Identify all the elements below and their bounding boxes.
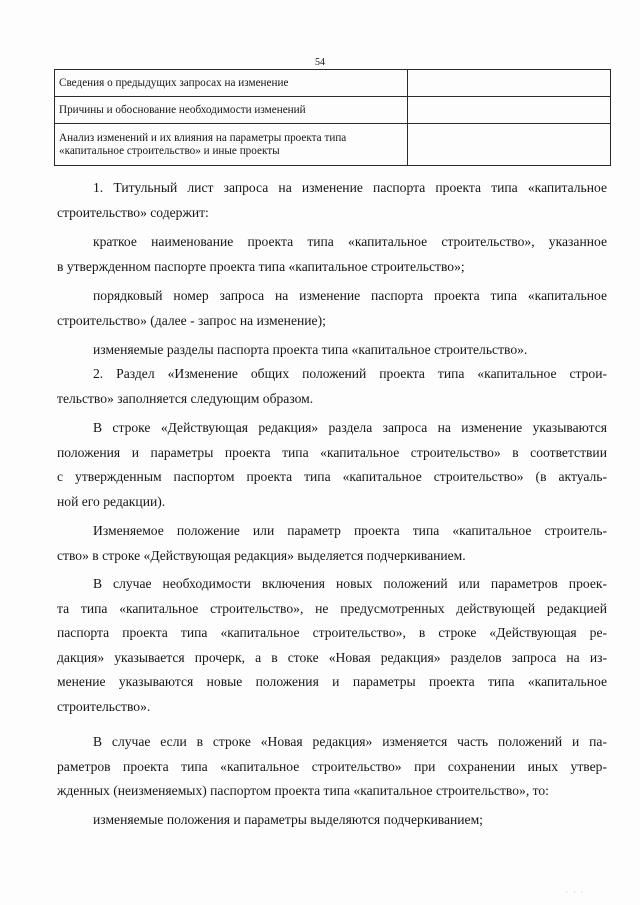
page-number: 54 — [315, 57, 325, 68]
paragraph-line: дакция» указывается прочерк, а в стоке «Новая редакция» разделов запроса на из- — [57, 649, 607, 665]
paragraph — [57, 284, 607, 333]
paragraph — [57, 730, 607, 804]
table-cell-value — [408, 124, 611, 166]
paragraph-line: тельство» заполняется следующим образом. — [57, 390, 314, 406]
paragraph-line: изменяемые разделы паспорта проекта типа «капитальное строительство». — [93, 342, 528, 357]
paragraph-line: та типа «капитальное строительство», не предусмотренных действующей редакцией — [57, 600, 607, 616]
table-cell-value — [408, 97, 611, 124]
table-cell-label: Причины и обоснование необходимости изменений — [55, 97, 408, 124]
paragraph-line: строительство». — [57, 698, 151, 714]
table-cell-label: Сведения о предыдущих запросах на изменение — [55, 70, 408, 97]
change-request-table — [54, 69, 611, 166]
paragraph-line: менение указываются новые положения и параметры проекта типа «капитальное — [57, 674, 607, 689]
paragraph-line: строительство» содержит: — [57, 204, 209, 220]
paragraph-line: изменяемые положения и параметры выделяются подчеркиванием; — [93, 812, 483, 827]
paragraph-line: жденных (неизменяемых) паспортом проекта типа «капитальное строительство», то: — [57, 783, 549, 798]
paragraph — [57, 519, 607, 568]
paragraph-line: В строке «Действующая редакция» раздела запроса на изменение указываются — [93, 420, 607, 435]
paragraph — [57, 416, 607, 514]
table-cell-value — [408, 70, 611, 97]
table-cell-line: «капитальное строительство» и иные проекты — [59, 144, 280, 157]
table-cell-label — [55, 124, 408, 166]
paragraph — [57, 230, 607, 279]
paragraph-line: краткое наименование проекта типа «капитальное строительство», указанное — [93, 234, 607, 249]
paragraph-line: Изменяемое положение или параметр проекта типа «капитальное строитель- — [93, 523, 607, 538]
paragraph — [57, 362, 607, 411]
paragraph-line: ство» в строке «Действующая редакция» выделяется подчеркиванием. — [57, 547, 466, 563]
paragraph-line: В случае если в строке «Новая редакция» изменяется часть положений и па- — [93, 734, 607, 749]
paragraph-line: раметров проекта типа «капитальное строительство» при сохранении иных утвер- — [57, 758, 607, 774]
table-row — [55, 97, 611, 124]
paragraph-line: 2. Раздел «Изменение общих положений проекта типа «капитальное строи- — [93, 366, 607, 381]
table-row — [55, 70, 611, 97]
paragraph-line: порядковый номер запроса на изменение паспорта проекта типа «капитальное — [93, 288, 607, 303]
paragraph-line: с утвержденным паспортом проекта типа «капитальное строительство» (в актуаль- — [57, 469, 607, 484]
paragraph — [57, 808, 607, 833]
paragraph-line: в утвержденном паспорте проекта типа «капитальное строительство»; — [57, 258, 465, 274]
paragraph — [57, 338, 607, 363]
scan-mark: · · · — [566, 890, 585, 896]
paragraph-line: ной его редакции). — [57, 493, 166, 509]
paragraph-line: положения и параметры проекта типа «капитальное строительство» в соответствии — [57, 444, 607, 460]
paragraph-line: 1. Титульный лист запроса на изменение паспорта проекта типа «капитальное — [93, 180, 607, 195]
paragraph — [57, 176, 607, 225]
paragraph-line: строительство» (далее - запрос на изменение); — [57, 312, 326, 328]
paragraph-line: паспорта проекта типа «капитальное строительство», в строке «Действующая ре- — [57, 625, 607, 640]
table-cell-line: Анализ изменений и их влияния на параметры проекта типа — [59, 131, 347, 144]
table-row — [55, 124, 611, 166]
paragraph — [57, 572, 607, 719]
paragraph-line: В случае необходимости включения новых положений или параметров проек- — [93, 576, 607, 591]
